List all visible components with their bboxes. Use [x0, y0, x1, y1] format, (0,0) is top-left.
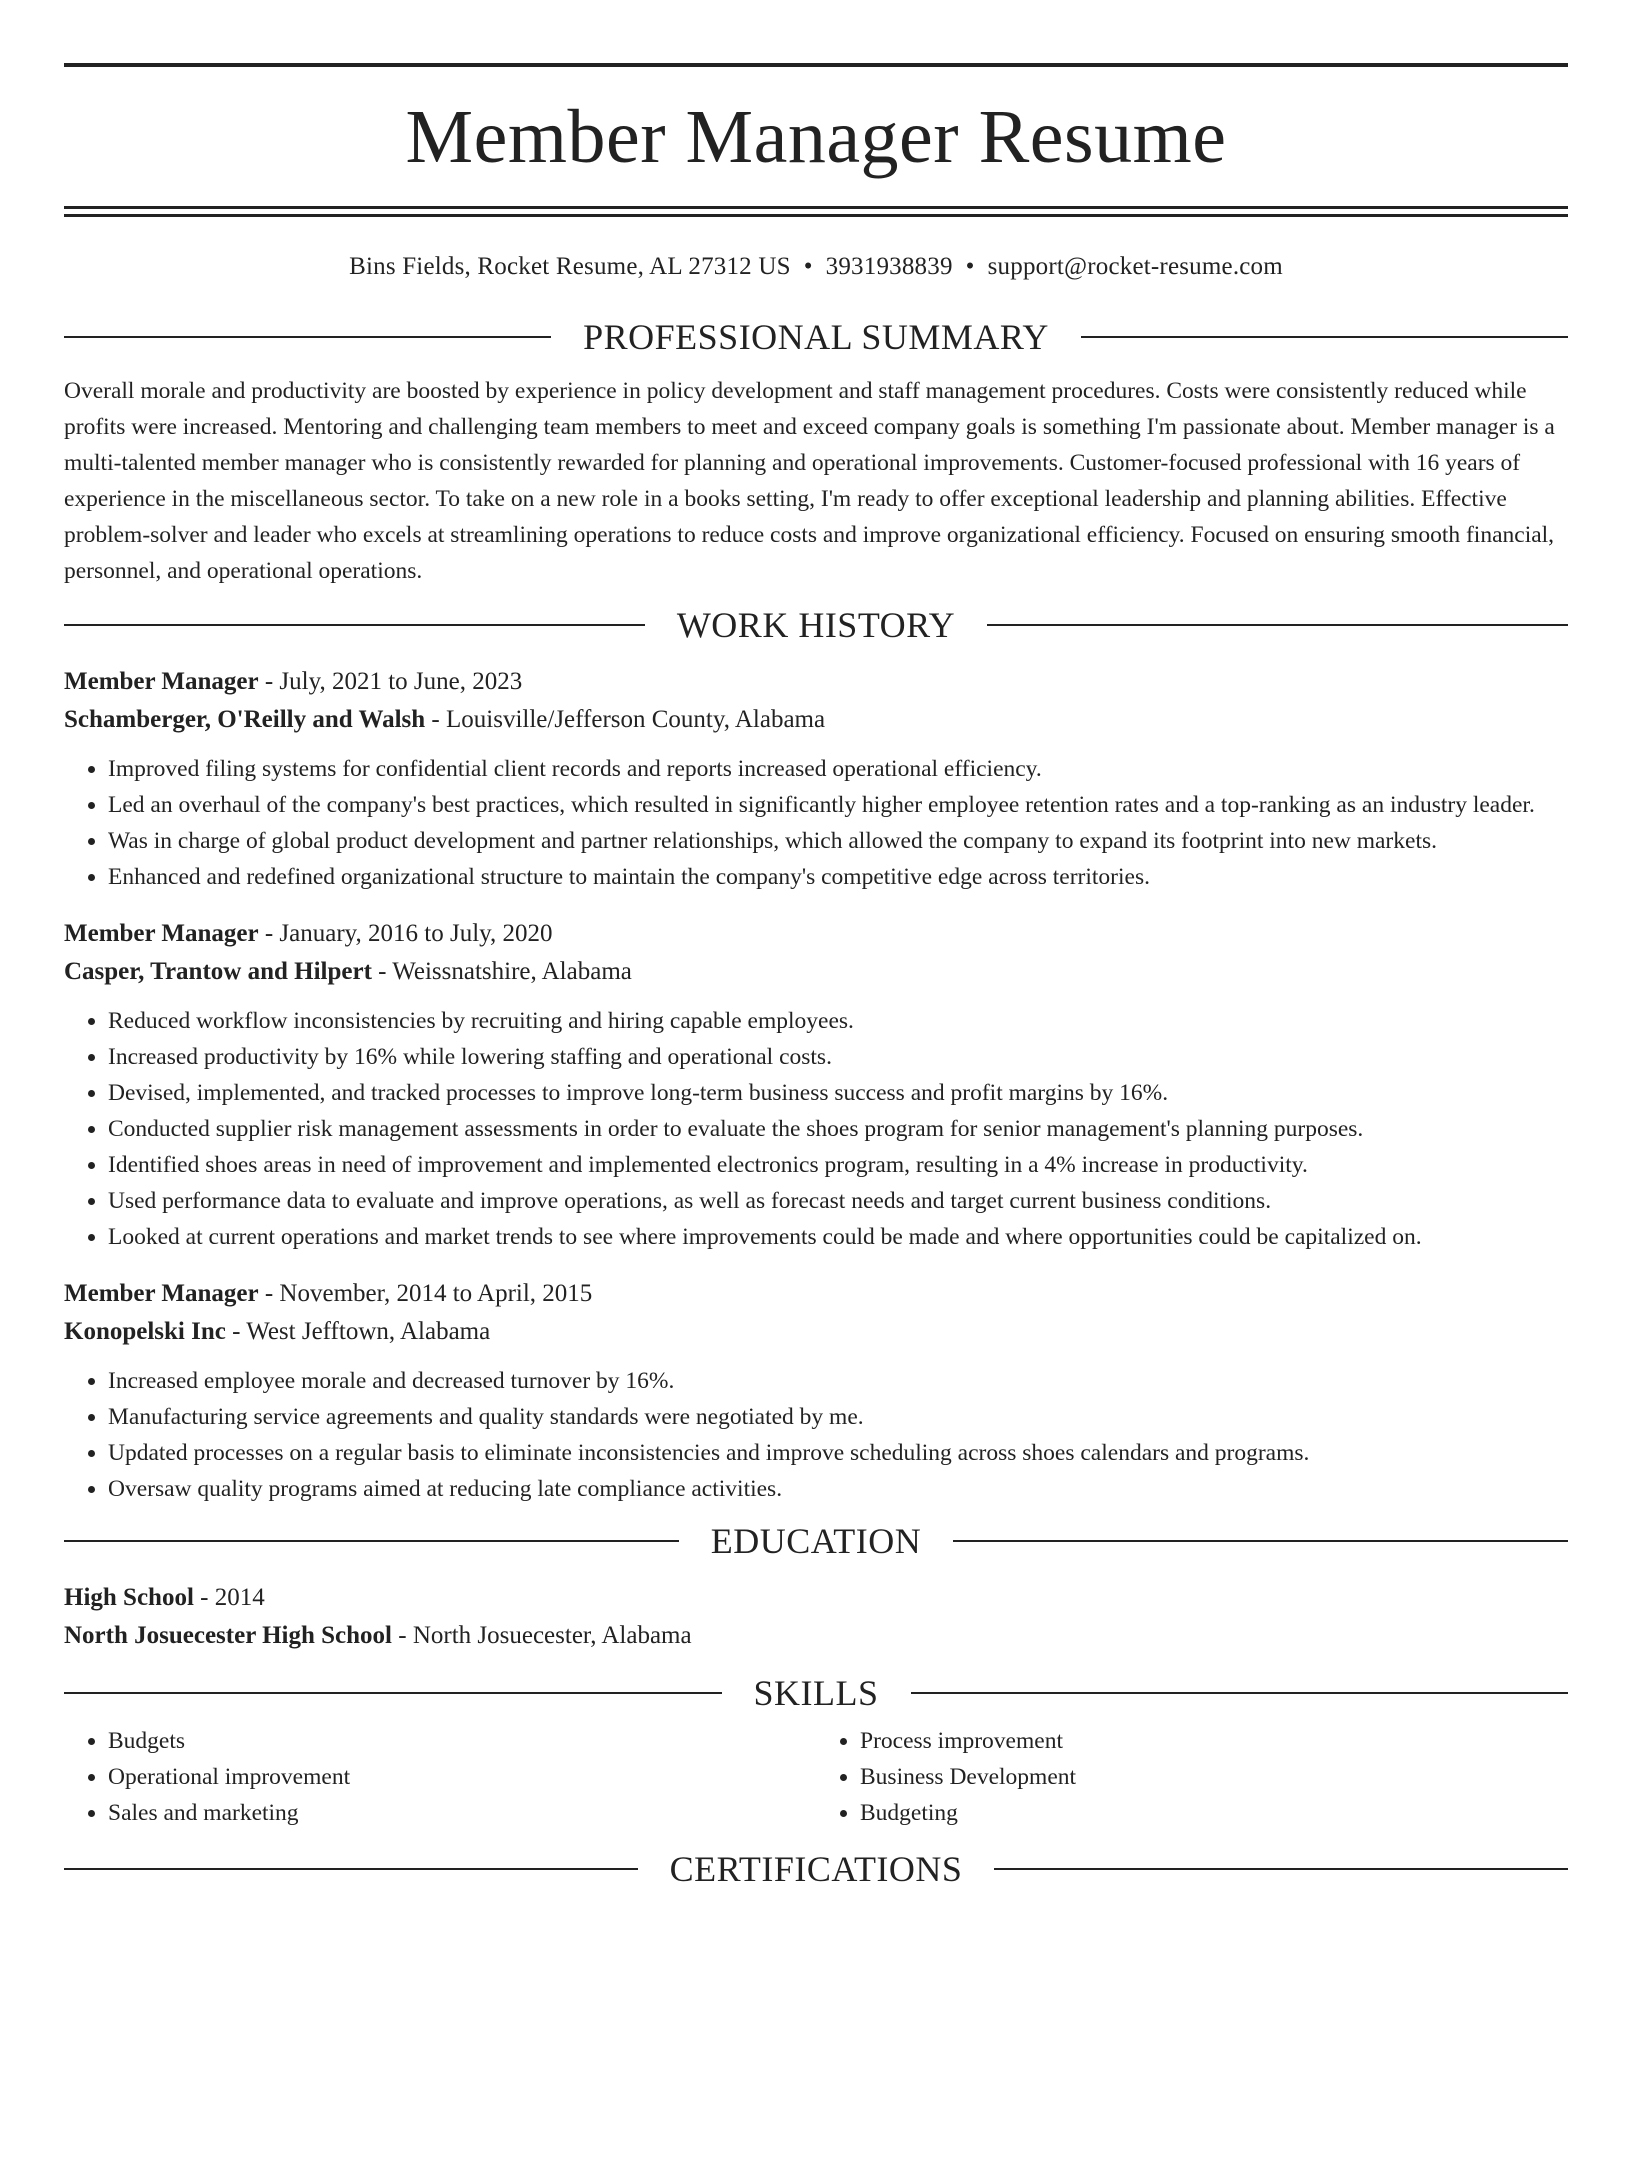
- list-item: • Process improvement: [860, 1723, 1568, 1759]
- job-bullets: [64, 1363, 1568, 1507]
- job-title: Member Manager: [64, 920, 259, 947]
- education-degree: High School: [64, 1584, 194, 1611]
- section-heading-education: [64, 1521, 1568, 1561]
- list-item: • Updated processes on a regular basis to eliminate inconsistencies and improve scheduling across shoes calendars and programs.: [108, 1435, 1568, 1471]
- job-dates: - July, 2021 to June, 2023: [258, 668, 523, 695]
- heading-rule: [64, 1692, 722, 1694]
- list-item: • Conducted supplier risk management assessments in order to evaluate the shoes program for senior management's planning purposes.: [108, 1111, 1568, 1147]
- job-company: Schamberger, O'Reilly and Walsh: [64, 706, 426, 733]
- section-heading-summary: [64, 317, 1568, 357]
- contact-separator: •: [803, 253, 813, 280]
- list-item: • Devised, implemented, and tracked processes to improve long-term business success and profit margins by 16%.: [108, 1075, 1568, 1111]
- job-entry: [64, 1275, 1568, 1507]
- list-item: • Identified shoes areas in need of improvement and implemented electronics program, resulting in a 4% increase in productivity.: [108, 1147, 1568, 1183]
- job-entry: [64, 663, 1568, 895]
- heading-rule: [64, 1868, 638, 1870]
- list-item: • Budgets: [108, 1723, 816, 1759]
- education-year: - 2014: [193, 1584, 265, 1611]
- skills-column-right: [816, 1723, 1568, 1831]
- list-item: • Increased employee morale and decreased turnover by 16%.: [108, 1363, 1568, 1399]
- top-rule: [64, 63, 1568, 67]
- education-school: North Josuecester High School: [64, 1622, 392, 1649]
- heading-rule: [64, 1540, 679, 1542]
- list-item: • Sales and marketing: [108, 1795, 816, 1831]
- heading-rule: [953, 1540, 1568, 1542]
- section-heading-skills: [64, 1673, 1568, 1713]
- job-title: Member Manager: [64, 668, 259, 695]
- education-entry: [64, 1579, 1568, 1655]
- job-company-line: [64, 701, 1568, 739]
- list-item: • Oversaw quality programs aimed at reducing late compliance activities.: [108, 1471, 1568, 1507]
- resume-page: [0, 63, 1632, 2175]
- section-title: WORK HISTORY: [676, 605, 956, 645]
- job-dates: - November, 2014 to April, 2015: [258, 1280, 593, 1307]
- education-degree-line: [64, 1579, 1568, 1617]
- heading-rule: [987, 624, 1568, 626]
- contact-line: [64, 252, 1568, 282]
- section-heading-certifications: [64, 1849, 1568, 1889]
- heading-rule: [911, 1692, 1569, 1694]
- list-item: • Increased productivity by 16% while lowering staffing and operational costs.: [108, 1039, 1568, 1075]
- education-location: - North Josuecester, Alabama: [392, 1622, 692, 1649]
- list-item: • Budgeting: [860, 1795, 1568, 1831]
- list-item: • Improved filing systems for confidential client records and reports increased operational efficiency.: [108, 751, 1568, 787]
- job-dates: - January, 2016 to July, 2020: [258, 920, 553, 947]
- list-item: • Manufacturing service agreements and quality standards were negotiated by me.: [108, 1399, 1568, 1435]
- title-double-rule: [64, 206, 1568, 217]
- contact-phone: 3931938839: [825, 253, 953, 280]
- list-item: • Was in charge of global product development and partner relationships, which allowed the company to expand its footprint into new markets.: [108, 823, 1568, 859]
- list-item: • Used performance data to evaluate and improve operations, as well as forecast needs and target current business conditions.: [108, 1183, 1568, 1219]
- job-title-line: [64, 663, 1568, 701]
- section-title: SKILLS: [753, 1673, 879, 1713]
- contact-address: Bins Fields, Rocket Resume, AL 27312 US: [349, 253, 791, 280]
- heading-rule: [64, 336, 551, 338]
- skills-list: [64, 1723, 1568, 1831]
- section-title: EDUCATION: [710, 1521, 922, 1561]
- education-school-line: [64, 1617, 1568, 1655]
- list-item: • Enhanced and redefined organizational structure to maintain the company's competitive edge across territories.: [108, 859, 1568, 895]
- list-item: • Business Development: [860, 1759, 1568, 1795]
- list-item: • Operational improvement: [108, 1759, 816, 1795]
- job-location: - West Jefftown, Alabama: [225, 1318, 491, 1345]
- heading-rule: [64, 624, 645, 626]
- skills-column-left: [64, 1723, 816, 1831]
- job-location: - Louisville/Jefferson County, Alabama: [425, 706, 826, 733]
- section-title: CERTIFICATIONS: [669, 1849, 963, 1889]
- job-company: Casper, Trantow and Hilpert: [64, 958, 372, 985]
- job-entry: [64, 915, 1568, 1255]
- job-bullets: [64, 751, 1568, 895]
- page-title: Member Manager Resume: [405, 95, 1227, 179]
- heading-rule: [1081, 336, 1568, 338]
- section-heading-work-history: [64, 605, 1568, 645]
- list-item: • Reduced workflow inconsistencies by recruiting and hiring capable employees.: [108, 1003, 1568, 1039]
- contact-email: support@rocket-resume.com: [987, 253, 1283, 280]
- heading-rule: [994, 1868, 1568, 1870]
- list-item: • Led an overhaul of the company's best practices, which resulted in significantly higher employee retention rates and a top-ranking as an industry leader.: [108, 787, 1568, 823]
- job-title-line: [64, 915, 1568, 953]
- job-company-line: [64, 953, 1568, 991]
- section-title: PROFESSIONAL SUMMARY: [583, 317, 1049, 357]
- job-company: Konopelski Inc: [64, 1318, 226, 1345]
- list-item: • Looked at current operations and market trends to see where improvements could be made and where opportunities could be capitalized on.: [108, 1219, 1568, 1255]
- job-title-line: [64, 1275, 1568, 1313]
- job-bullets: [64, 1003, 1568, 1255]
- contact-separator: •: [965, 253, 975, 280]
- job-location: - Weissnatshire, Alabama: [371, 958, 632, 985]
- job-title: Member Manager: [64, 1280, 259, 1307]
- summary-text: Overall morale and productivity are boosted by experience in policy development and staff management procedures. Costs were consistently reduced while profits were increased. Mentoring and challenging team members to meet and exceed company goals is something I'm passionate about. Member manager is a multi-talented member manager who is consistently rewarded for planning and operational improvements. Customer-focused professional with 16 years of experience in the miscellaneous sector. To take on a new role in a books setting, I'm ready to offer exceptional leadership and planning abilities. Effective problem-solver and leader who excels at streamlining operations to reduce costs and improve organizational efficiency. Focused on ensuring smooth financial, personnel, and operational operations.: [64, 378, 1555, 584]
- job-company-line: [64, 1313, 1568, 1351]
